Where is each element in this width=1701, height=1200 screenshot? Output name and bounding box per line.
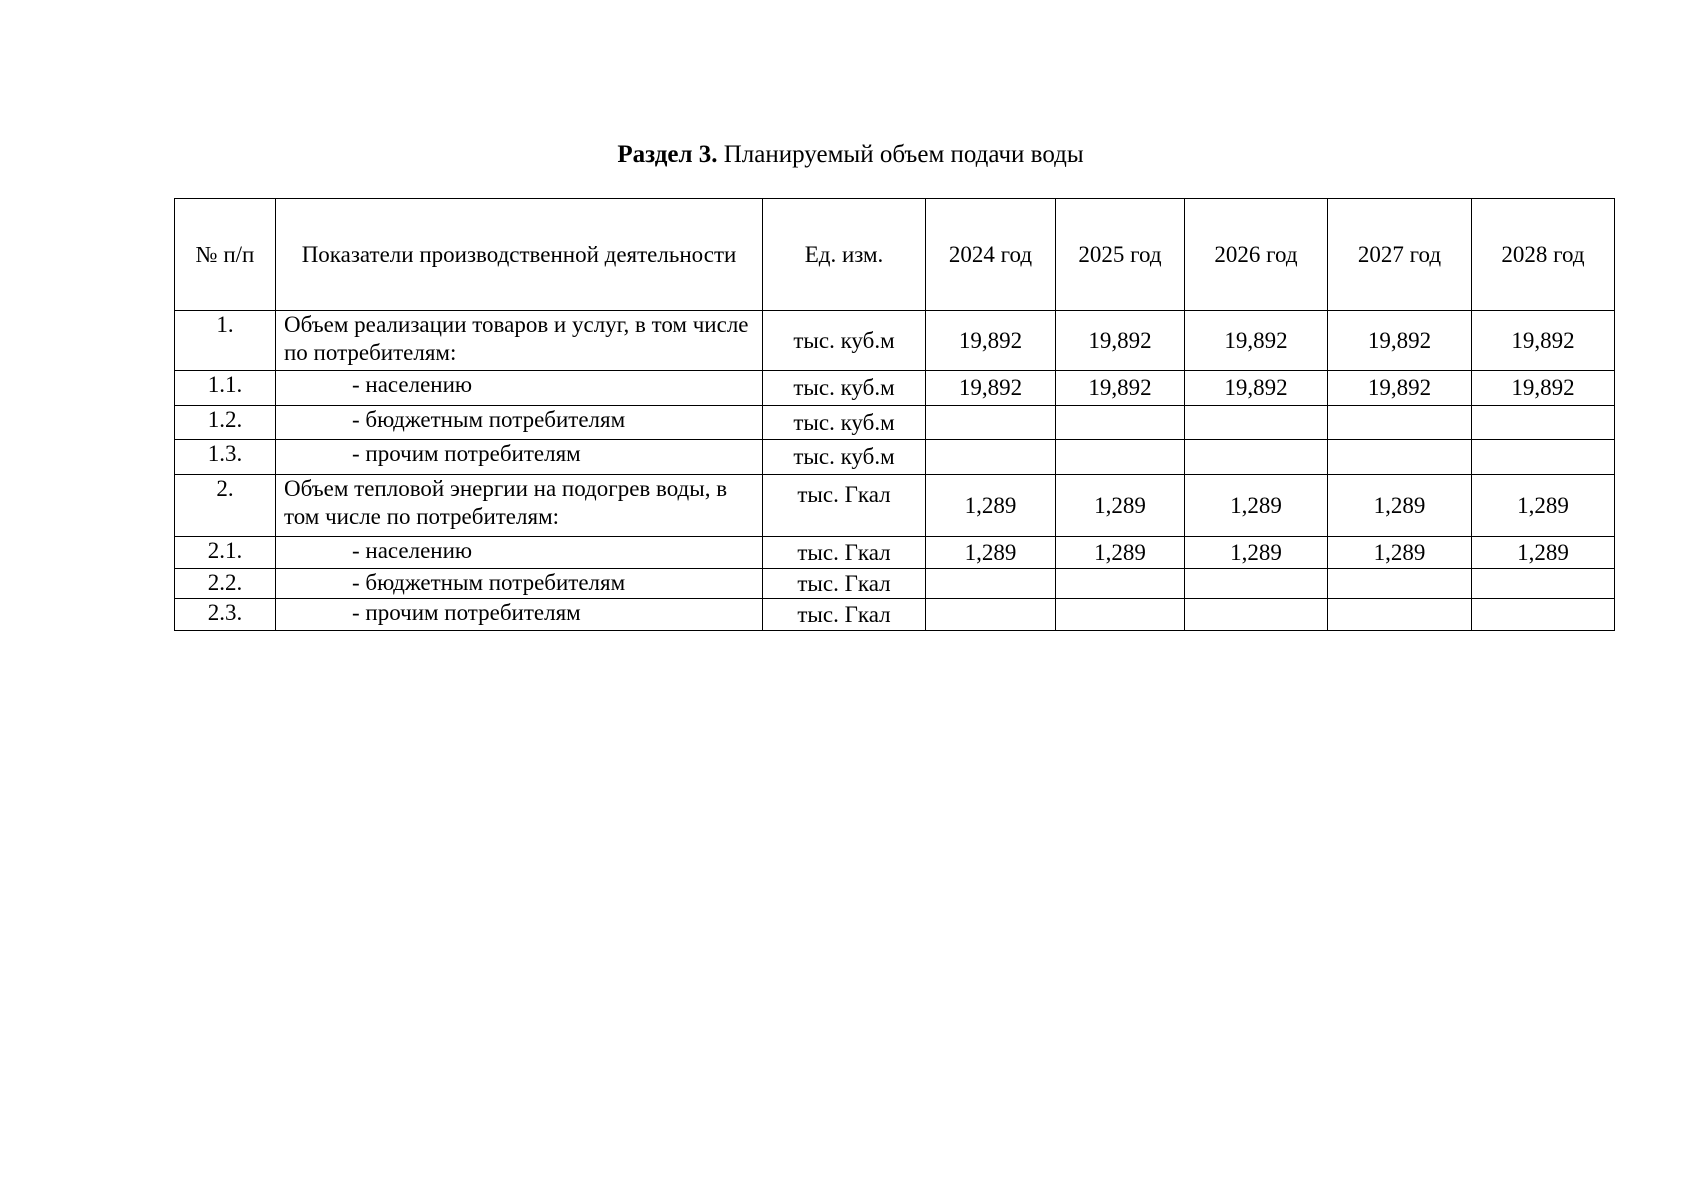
- row-value: 19,892: [1328, 311, 1472, 371]
- row-value: 19,892: [1056, 311, 1185, 371]
- table-row: [175, 475, 1615, 537]
- row-value: [1056, 599, 1185, 631]
- row-num: 1.1.: [175, 371, 276, 406]
- row-value: 19,892: [1056, 371, 1185, 406]
- row-value: [1185, 406, 1328, 440]
- row-unit: тыс. куб.м: [763, 440, 926, 475]
- row-value: 19,892: [1472, 311, 1615, 371]
- row-value: 19,892: [926, 311, 1056, 371]
- section-title: [0, 138, 1701, 172]
- row-indicator: - прочим потребителям: [276, 599, 763, 631]
- row-unit: тыс. куб.м: [763, 371, 926, 406]
- row-value: [1056, 406, 1185, 440]
- row-unit: тыс. куб.м: [763, 406, 926, 440]
- header-year: 2028 год: [1472, 199, 1615, 311]
- row-value: 1,289: [1328, 537, 1472, 569]
- row-value: [1328, 599, 1472, 631]
- water-supply-plan-table: [174, 198, 1615, 631]
- row-value: 1,289: [926, 537, 1056, 569]
- table-row: [175, 537, 1615, 569]
- row-num: 2.3.: [175, 599, 276, 631]
- row-num: 2.: [175, 475, 276, 537]
- row-value: [1328, 406, 1472, 440]
- row-value: 19,892: [1185, 311, 1328, 371]
- header-indicator: Показатели производственной деятельности: [276, 199, 763, 311]
- table-header-row: [175, 199, 1615, 311]
- row-value: 1,289: [1056, 475, 1185, 537]
- row-indicator: - прочим потребителям: [276, 440, 763, 475]
- row-indicator: Объем реализации товаров и услуг, в том числе по потребителям:: [276, 311, 763, 371]
- row-value: 1,289: [1472, 537, 1615, 569]
- row-num: 2.1.: [175, 537, 276, 569]
- row-value: [1328, 440, 1472, 475]
- header-year: 2025 год: [1056, 199, 1185, 311]
- section-title-bold: Раздел 3.: [617, 141, 718, 168]
- row-unit: тыс. Гкал: [763, 599, 926, 631]
- row-unit: тыс. куб.м: [763, 311, 926, 371]
- section-title-text: Планируемый объем подачи воды: [717, 141, 1084, 168]
- row-value: [1185, 440, 1328, 475]
- row-value: 19,892: [1328, 371, 1472, 406]
- row-value: [926, 440, 1056, 475]
- row-value: [1472, 569, 1615, 599]
- row-indicator: - населению: [276, 371, 763, 406]
- row-value: 1,289: [1185, 537, 1328, 569]
- header-num: № п/п: [175, 199, 276, 311]
- row-unit: тыс. Гкал: [763, 475, 926, 537]
- row-indicator: - населению: [276, 537, 763, 569]
- row-value: [926, 406, 1056, 440]
- row-value: 1,289: [1472, 475, 1615, 537]
- row-indicator: - бюджетным потребителям: [276, 406, 763, 440]
- row-value: 19,892: [926, 371, 1056, 406]
- header-unit: Ед. изм.: [763, 199, 926, 311]
- header-year: 2027 год: [1328, 199, 1472, 311]
- row-value: [1056, 569, 1185, 599]
- table-row: [175, 311, 1615, 371]
- row-value: [1056, 440, 1185, 475]
- row-unit: тыс. Гкал: [763, 537, 926, 569]
- table-row: [175, 569, 1615, 599]
- row-num: 1.3.: [175, 440, 276, 475]
- row-value: [1472, 440, 1615, 475]
- row-value: 1,289: [926, 475, 1056, 537]
- row-value: 19,892: [1185, 371, 1328, 406]
- table-row: [175, 440, 1615, 475]
- row-value: [926, 599, 1056, 631]
- row-value: [1472, 599, 1615, 631]
- row-value: [1328, 569, 1472, 599]
- row-unit: тыс. Гкал: [763, 569, 926, 599]
- row-num: 1.: [175, 311, 276, 371]
- table-row: [175, 599, 1615, 631]
- row-value: [926, 569, 1056, 599]
- row-num: 1.2.: [175, 406, 276, 440]
- row-value: [1472, 406, 1615, 440]
- row-indicator: - бюджетным потребителям: [276, 569, 763, 599]
- row-value: 1,289: [1185, 475, 1328, 537]
- row-indicator: Объем тепловой энергии на подогрев воды, в том числе по потребителям:: [276, 475, 763, 537]
- table-row: [175, 406, 1615, 440]
- row-value: [1185, 599, 1328, 631]
- table-row: [175, 371, 1615, 406]
- row-value: 1,289: [1056, 537, 1185, 569]
- row-value: 1,289: [1328, 475, 1472, 537]
- row-value: [1185, 569, 1328, 599]
- row-num: 2.2.: [175, 569, 276, 599]
- row-value: 19,892: [1472, 371, 1615, 406]
- header-year: 2026 год: [1185, 199, 1328, 311]
- header-year: 2024 год: [926, 199, 1056, 311]
